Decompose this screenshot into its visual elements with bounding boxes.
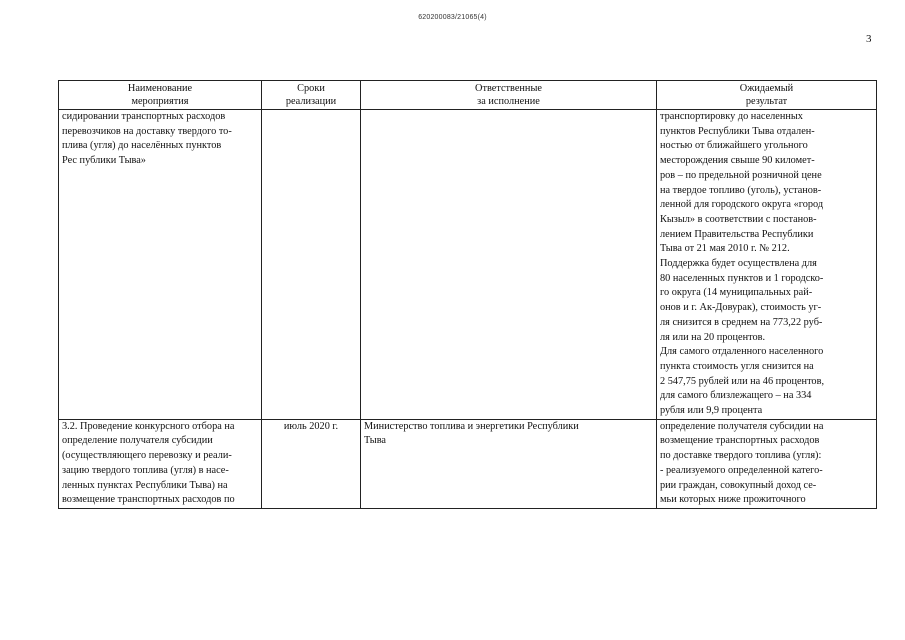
header-name: Наименование мероприятия bbox=[59, 81, 262, 110]
row-1-result-para-3: Для самого отдаленного населенного пункта стоимость угля снизится на 2 547,75 рублей или на 46 процентов, для самого близлежащего – на 334 рубля или 9,9 процента bbox=[660, 346, 825, 417]
measures-table bbox=[58, 80, 877, 509]
row-2-result-para-1: определение получателя субсидии на возмещение транспортных расходов по доставке твердого топлива (угля): - реализуемого определенной катего- рии граждан, совокупный доход се- мьи которых ниже прожиточного bbox=[660, 420, 824, 506]
row-1-name: сидировании транспортных расходов перевозчиков на доставку твердого то- плива (угля) до населённых пунктов Рес публики Тыва» bbox=[59, 110, 262, 420]
row-1-responsible bbox=[361, 110, 657, 420]
row-2-period: июль 2020 г. bbox=[262, 419, 361, 508]
header-responsible: Ответственные за исполнение bbox=[361, 81, 657, 110]
document-id: 620200083/21065(4) bbox=[418, 14, 487, 21]
row-2-responsible: Министерство топлива и энергетики Республики Тыва bbox=[361, 419, 657, 508]
header-period: Сроки реализации bbox=[262, 81, 361, 110]
header-result: Ожидаемый результат bbox=[657, 81, 877, 110]
table-row bbox=[59, 419, 877, 508]
page-number: 3 bbox=[866, 33, 872, 45]
row-2-result bbox=[657, 419, 877, 508]
table-row bbox=[59, 110, 877, 420]
row-1-result-para-2: Поддержка будет осуществлена для 80 населенных пунктов и 1 городско- го округа (14 муниципальных рай- онов и г. Ак-Довурак), стоимость уг- ля снизится в среднем на 773,22 руб- ля или на 20 процентов. bbox=[660, 258, 824, 343]
row-1-result-para-1: транспортировку до населенных пунктов Республики Тыва отдален- ностью от ближайшего угольного месторождения свыше 90 километ- ров – по предельной розничной цене на твердое топливо (уголь), установ- ленной для городского округа «город Кызыл» в соответствии с постанов- лением Правительства Республики Тыва от 21 мая 2010 г. № 212. bbox=[660, 111, 824, 255]
row-2-name: 3.2. Проведение конкурсного отбора на определение получателя субсидии (осуществляющего перевозку и реали- зацию твердого топлива (угля) в насе- ленных пунктах Республики Тыва) на возмещение транспортных расходов по bbox=[59, 419, 262, 508]
row-1-period bbox=[262, 110, 361, 420]
row-1-result bbox=[657, 110, 877, 420]
table-header-row bbox=[59, 81, 877, 110]
